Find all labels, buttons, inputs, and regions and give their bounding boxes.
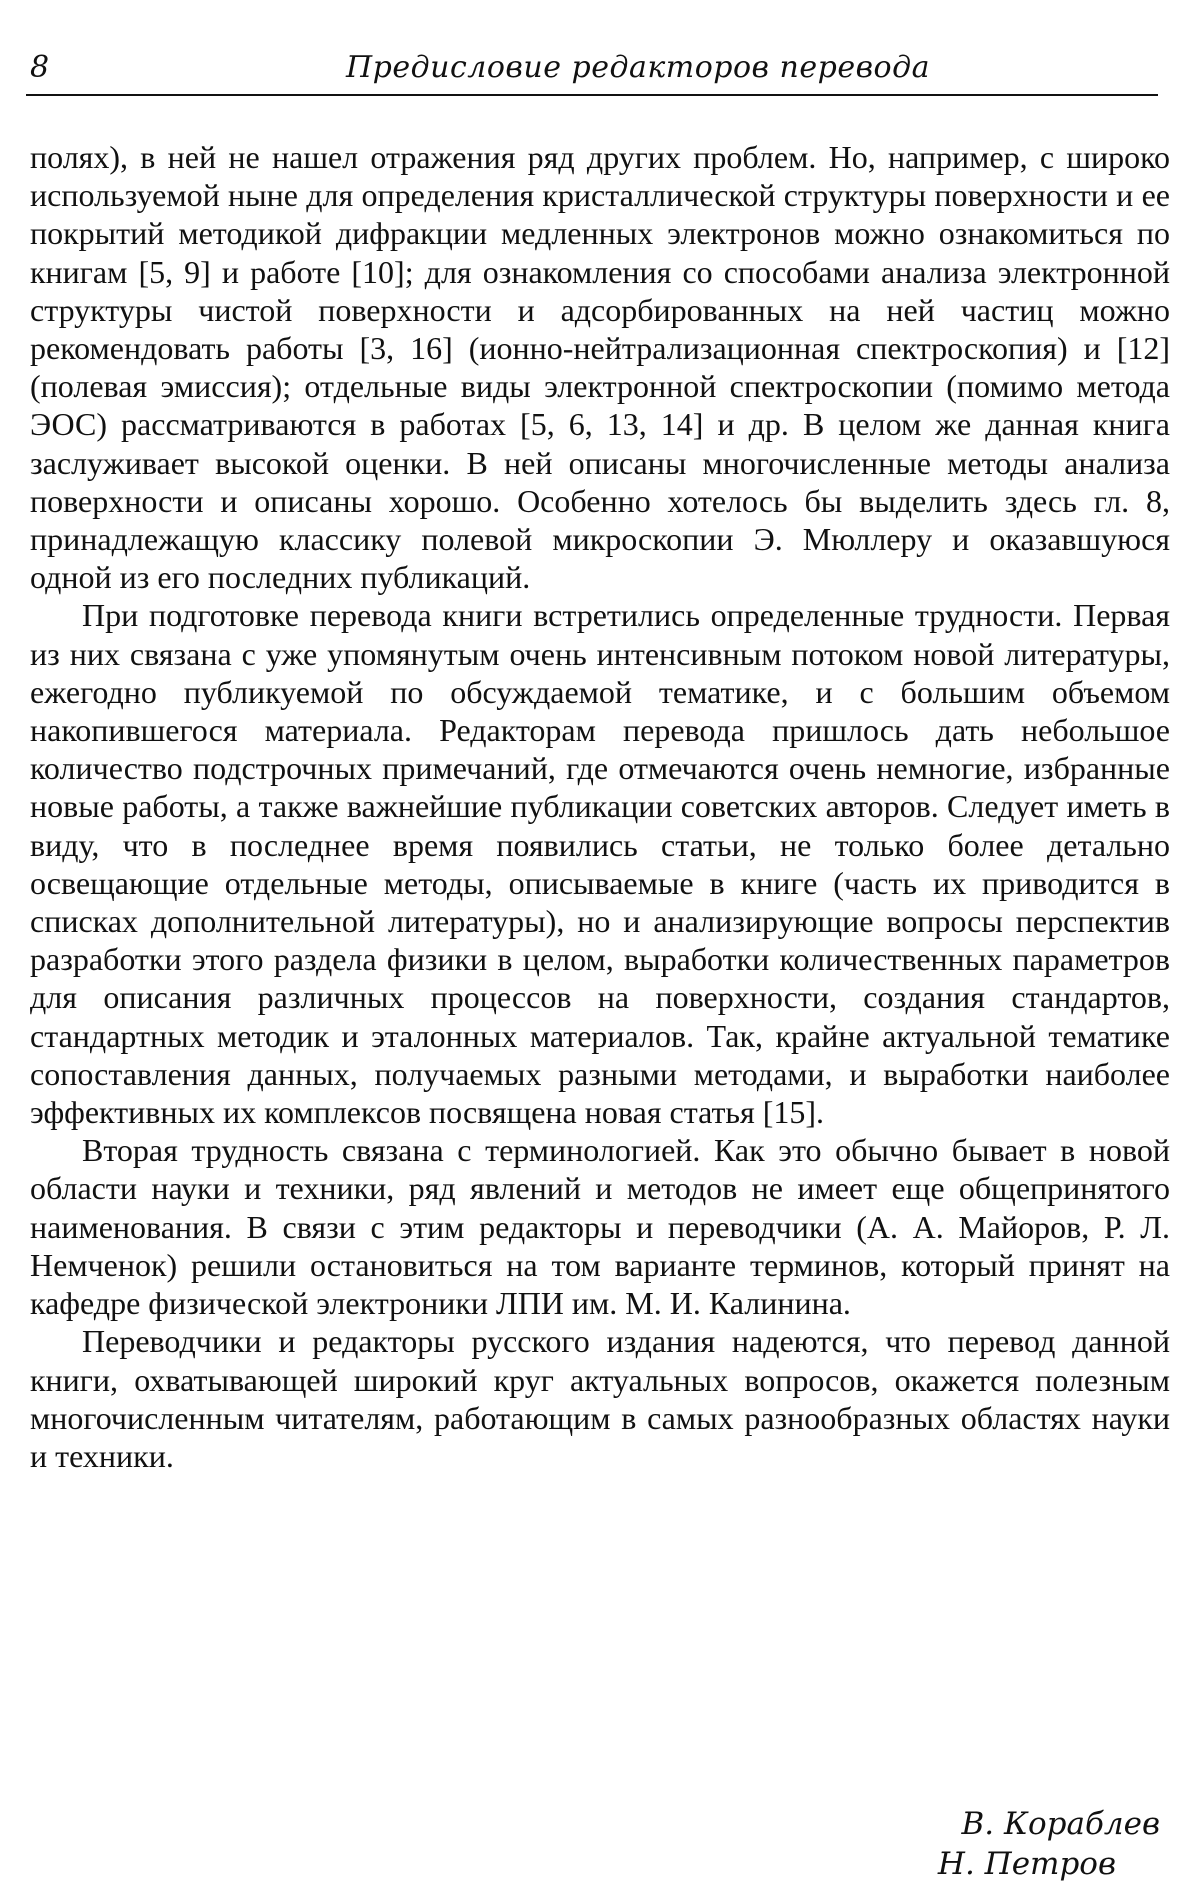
running-header: [26, 48, 1158, 88]
signature-block: [760, 1804, 1160, 1884]
header-rule: [26, 94, 1158, 96]
body-text: [30, 138, 1170, 1475]
paragraph-continued: полях), в ней не нашел отражения ряд других проблем. Но, например, с широко используемой ныне для определения кристаллической структуры поверхности и ее покрытий методикой дифракции медленных электронов можно ознакомиться по книгам [5, 9] и работе [10]; для ознакомления со способами анализа электронной структуры чистой поверхности и адсорбированных на ней частиц можно рекомендовать работы [3, 16] (ионно-нейтрализационная спектроскопия) и [12] (полевая эмиссия); отдельные виды электронной спектроскопии (помимо метода ЭОС) рассматриваются в работах [5, 6, 13, 14] и др. В целом же данная книга заслуживает высокой оценки. В ней описаны многочисленные методы анализа поверхности и описаны хорошо. Особенно хотелось бы выделить здесь гл. 8, принадлежащую классику полевой микроскопии Э. Мюллеру и оказавшуюся одной из его последних публикаций.: [30, 139, 1170, 596]
paragraph-translation-difficulties: При подготовке перевода книги встретились определенные трудности. Первая из них связана с уже упомянутым очень интенсивным потоком новой литературы, ежегодно публикуемой по обсуждаемой тематике, и с большим объемом накопившегося материала. Редакторам перевода пришлось дать небольшое количество подстрочных примечаний, где отмечаются очень немногие, избранные новые работы, а также важнейшие публикации советских авторов. Следует иметь в виду, что в последнее время появились статьи, не только более детально освещающие отдельные методы, описываемые в книге (часть их приводится в списках дополнительной литературы), но и анализирующие вопросы перспектив разработки этого раздела физики в целом, выработки количественных параметров для описания различных процессов на поверхности, создания стандартов, стандартных методик и эталонных материалов. Так, крайне актуальной тематике сопоставления данных, получаемых разными методами, и выработки наиболее эффективных их комплексов посвящена новая статья [15].: [30, 597, 1170, 1131]
signature-petrov: Н. Петров: [937, 1846, 1116, 1882]
paragraph-closing: Переводчики и редакторы русского издания надеются, что перевод данной книги, охватывающей широкий круг актуальных вопросов, окажется полезным многочисленным читателям, работающим в самых разнообразных областях науки и техники.: [30, 1323, 1170, 1474]
page-number: 8: [30, 50, 50, 85]
running-header-title: Предисловие редакторов перевода: [346, 50, 930, 85]
signature-korablev: В. Кораблев: [961, 1806, 1160, 1842]
paragraph-terminology: Вторая трудность связана с терминологией. Как это обычно бывает в новой области науки и техники, ряд явлений и методов не имеет еще общепринятого наименования. В связи с этим редакторы и переводчики (А. А. Майоров, Р. Л. Немченок) решили остановиться на том варианте терминов, который принят на кафедре физической электроники ЛПИ им. М. И. Калинина.: [30, 1132, 1170, 1322]
